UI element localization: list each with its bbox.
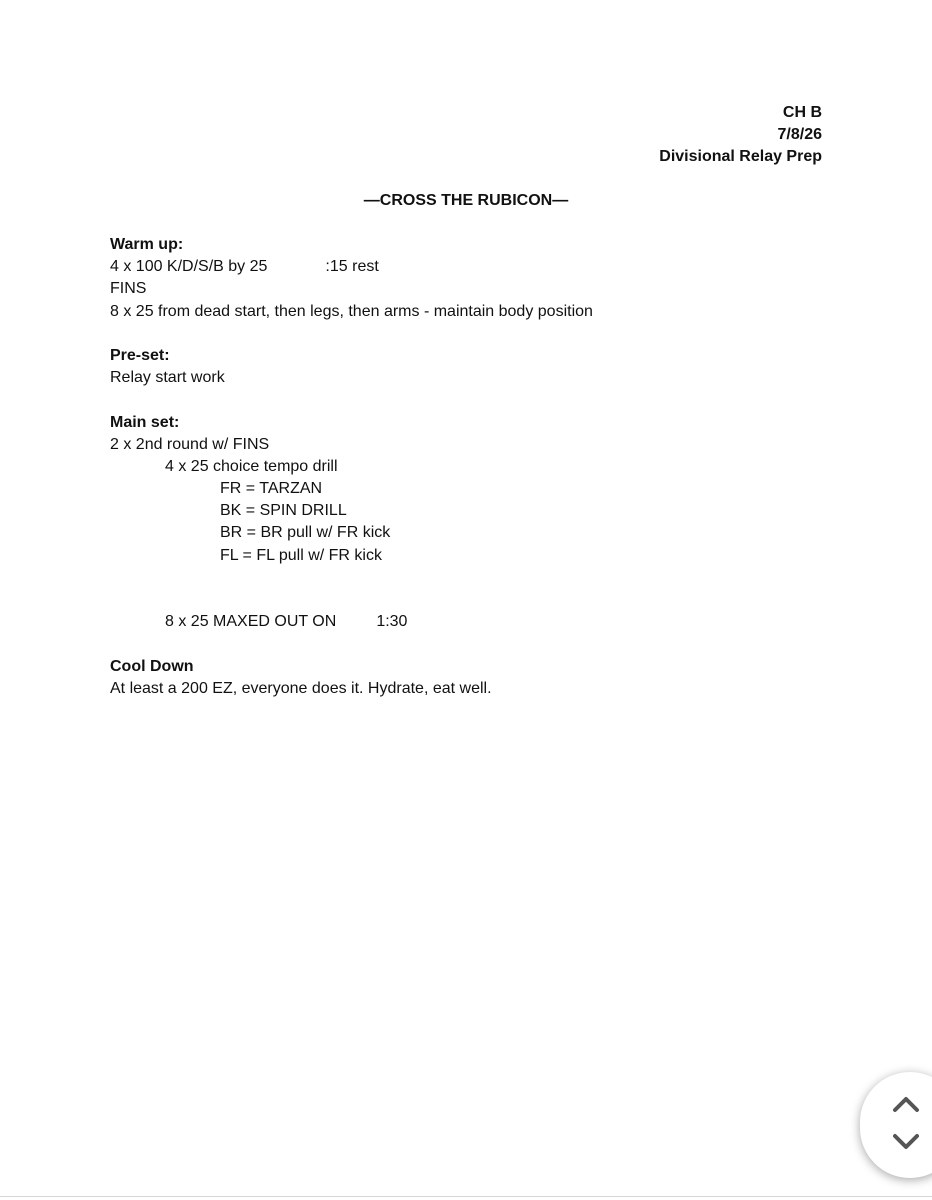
- drill-item: FR = TARZAN: [220, 480, 323, 498]
- scroll-control: [860, 1072, 932, 1178]
- scroll-up-button[interactable]: [888, 1086, 924, 1122]
- warmup-set: 4 x 100 K/D/S/B by 25: [110, 258, 268, 276]
- mainset-fast-set: 8 x 25 MAXED OUT ON: [165, 613, 337, 631]
- page-divider: [0, 1196, 932, 1197]
- chevron-down-icon: [891, 1132, 921, 1152]
- warmup-line-2: FINS: [110, 280, 147, 298]
- drill-item: BR = BR pull w/ FR kick: [220, 524, 391, 542]
- spacer: [110, 323, 830, 345]
- warmup-heading: Warm up:: [110, 236, 184, 253]
- scroll-down-button[interactable]: [888, 1124, 924, 1160]
- mainset-interval: 1:30: [376, 613, 408, 631]
- mainset-heading: Main set:: [110, 413, 180, 431]
- drill-item: BK = SPIN DRILL: [220, 502, 347, 520]
- spacer: [110, 633, 830, 655]
- warmup-line-3: 8 x 25 from dead start, then legs, then arms - maintain body position: [110, 302, 593, 320]
- cooldown-line-1: At least a 200 EZ, everyone does it. Hydrate, eat well.: [110, 679, 492, 697]
- mainset-line-3: [110, 611, 830, 633]
- spacer: [110, 567, 830, 589]
- date-label: 7/8/26: [777, 126, 822, 143]
- document-header: [659, 102, 822, 168]
- spacer: [110, 589, 830, 611]
- group-label: CH B: [782, 104, 822, 121]
- mainset-line-2: 4 x 25 choice tempo drill: [165, 457, 338, 475]
- cooldown-heading: Cool Down: [110, 657, 194, 675]
- preset-heading: Pre-set:: [110, 346, 170, 364]
- warmup-line-1: [110, 256, 830, 278]
- preset-line-1: Relay start work: [110, 369, 225, 387]
- drill-item: FL = FL pull w/ FR kick: [220, 546, 382, 564]
- mainset-line-1: 2 x 2nd round w/ FINS: [110, 435, 270, 453]
- practice-subtitle: Divisional Relay Prep: [659, 148, 822, 165]
- practice-title: —CROSS THE RUBICON—: [363, 192, 569, 209]
- spacer: [110, 389, 830, 411]
- chevron-up-icon: [891, 1094, 921, 1114]
- warmup-rest: :15 rest: [325, 258, 379, 276]
- workout-body: [110, 234, 830, 700]
